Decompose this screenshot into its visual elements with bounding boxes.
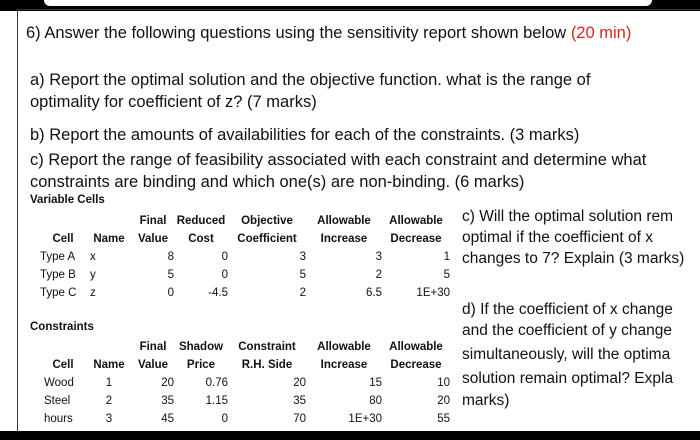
ch-bot-4: R.H. Side (241, 359, 293, 371)
variable-cells-table (40, 212, 450, 302)
ch-top-6: Allowable (389, 341, 443, 353)
cell: 10 (437, 377, 450, 389)
cell: hours (44, 413, 73, 425)
cell: 8 (167, 251, 174, 263)
ch-top-0 (40, 338, 86, 356)
cell: Type A (40, 251, 76, 263)
ch-top-1 (86, 338, 132, 356)
cell: z (90, 287, 96, 299)
part-c-line2: constraints are binding and which one(s) are non-binding. (6 marks) (30, 173, 525, 191)
cell: 70 (293, 413, 306, 425)
cell: 35 (293, 395, 306, 407)
part-c-line1: c) Report the range of feasibility associated with each constraint and determine what (30, 151, 647, 169)
cell: 20 (437, 395, 450, 407)
side-question-c-3: changes to 7? Explain (3 marks) (462, 250, 685, 267)
cell: 80 (369, 395, 382, 407)
cell: Steel (44, 395, 71, 407)
table-row (40, 248, 450, 266)
cell: 5 (443, 269, 450, 281)
ch-top-4: Constraint (238, 341, 296, 353)
cell: 1 (105, 377, 113, 389)
cell: 1.15 (205, 395, 228, 407)
constraints-table (40, 338, 450, 428)
cell: -4.5 (208, 287, 228, 299)
cell: Wood (44, 377, 74, 389)
cell: 55 (437, 413, 450, 425)
cell: 0 (221, 251, 228, 263)
vh-top-1 (86, 212, 132, 230)
cell: 2 (299, 287, 306, 299)
question-title-text: 6) Answer the following questions using the sensitivity report shown below (26, 24, 567, 42)
cell: 5 (299, 269, 306, 281)
cell: 1E+30 (348, 413, 382, 425)
table-row (40, 284, 450, 302)
cell: 2 (105, 395, 113, 407)
cell: 1E+30 (416, 287, 450, 299)
cell: 3 (105, 413, 113, 425)
question-time: (20 min) (570, 24, 632, 42)
part-a-line2: optimality for coefficient of z? (7 marks) (30, 93, 317, 111)
ch-top-5: Allowable (317, 341, 371, 353)
cell: 5 (167, 269, 174, 281)
vh-top-5: Allowable (317, 215, 371, 227)
cell: Type B (40, 269, 76, 281)
part-b: b) Report the amounts of availabilities for each of the constraints. (3 marks) (30, 126, 580, 144)
cell: 0.76 (205, 377, 228, 389)
cell: 20 (293, 377, 306, 389)
cell: 0 (221, 269, 228, 281)
vh-bot-6: Decrease (390, 233, 442, 245)
part-a-line1: a) Report the optimal solution and the objective function. what is the range of (30, 71, 591, 89)
ch-top-3: Shadow (178, 341, 224, 353)
variable-cells-label: Variable Cells (30, 194, 105, 206)
cell: x (90, 251, 96, 263)
vh-top-6: Allowable (389, 215, 443, 227)
ch-bot-0: Cell (52, 359, 74, 371)
side-question-d-4: solution remain optimal? Expla (462, 370, 674, 387)
vh-bot-0: Cell (52, 233, 74, 245)
cell: 45 (161, 413, 174, 425)
table-row (40, 392, 450, 410)
vh-bot-5: Increase (320, 233, 368, 245)
cell: 15 (369, 377, 382, 389)
vh-top-3: Reduced (176, 215, 226, 227)
constraint-header-row-1 (40, 338, 450, 356)
ch-bot-5: Increase (320, 359, 368, 371)
cell: 1 (443, 251, 450, 263)
variable-header-row-2 (40, 230, 450, 248)
vh-top-0 (40, 212, 86, 230)
question-title (26, 23, 631, 43)
ch-bot-3: Price (186, 359, 216, 371)
cell: y (90, 269, 96, 281)
vh-bot-2: Value (137, 233, 169, 245)
table-row (40, 266, 450, 284)
ch-bot-2: Value (137, 359, 169, 371)
side-question-c-1: c) Will the optimal solution rem (462, 208, 674, 225)
vh-top-4: Objective (241, 215, 293, 227)
variable-header-row-1 (40, 212, 450, 230)
table-row (40, 374, 450, 392)
bottom-bar (0, 431, 700, 440)
cell: 3 (375, 251, 382, 263)
side-question-d-5: marks) (462, 392, 510, 409)
cell: 2 (375, 269, 382, 281)
cell: 35 (161, 395, 174, 407)
table-row (40, 410, 450, 428)
side-question-d-2: and the coefficient of y change (462, 322, 672, 339)
vh-top-2: Final (139, 215, 167, 227)
vh-bot-3: Cost (188, 233, 214, 245)
cell: 3 (299, 251, 306, 263)
ch-bot-1: Name (93, 359, 125, 371)
constraints-label: Constraints (30, 321, 94, 333)
cell: 0 (167, 287, 174, 299)
vh-bot-4: Coefficient (237, 233, 297, 245)
cell: 0 (221, 413, 228, 425)
vh-bot-1: Name (93, 233, 125, 245)
ch-bot-6: Decrease (390, 359, 442, 371)
cell: 6.5 (366, 287, 382, 299)
side-question-c-2: optimal if the coefficient of x (462, 229, 653, 246)
cell: 20 (161, 377, 174, 389)
cell: Type C (40, 287, 77, 299)
top-bar-notch (44, 0, 652, 6)
side-question-d-3: simultaneously, will the optima (462, 346, 671, 363)
ch-top-2: Final (139, 341, 167, 353)
side-question-d-1: d) If the coefficient of x change (462, 301, 673, 318)
constraint-header-row-2 (40, 356, 450, 374)
